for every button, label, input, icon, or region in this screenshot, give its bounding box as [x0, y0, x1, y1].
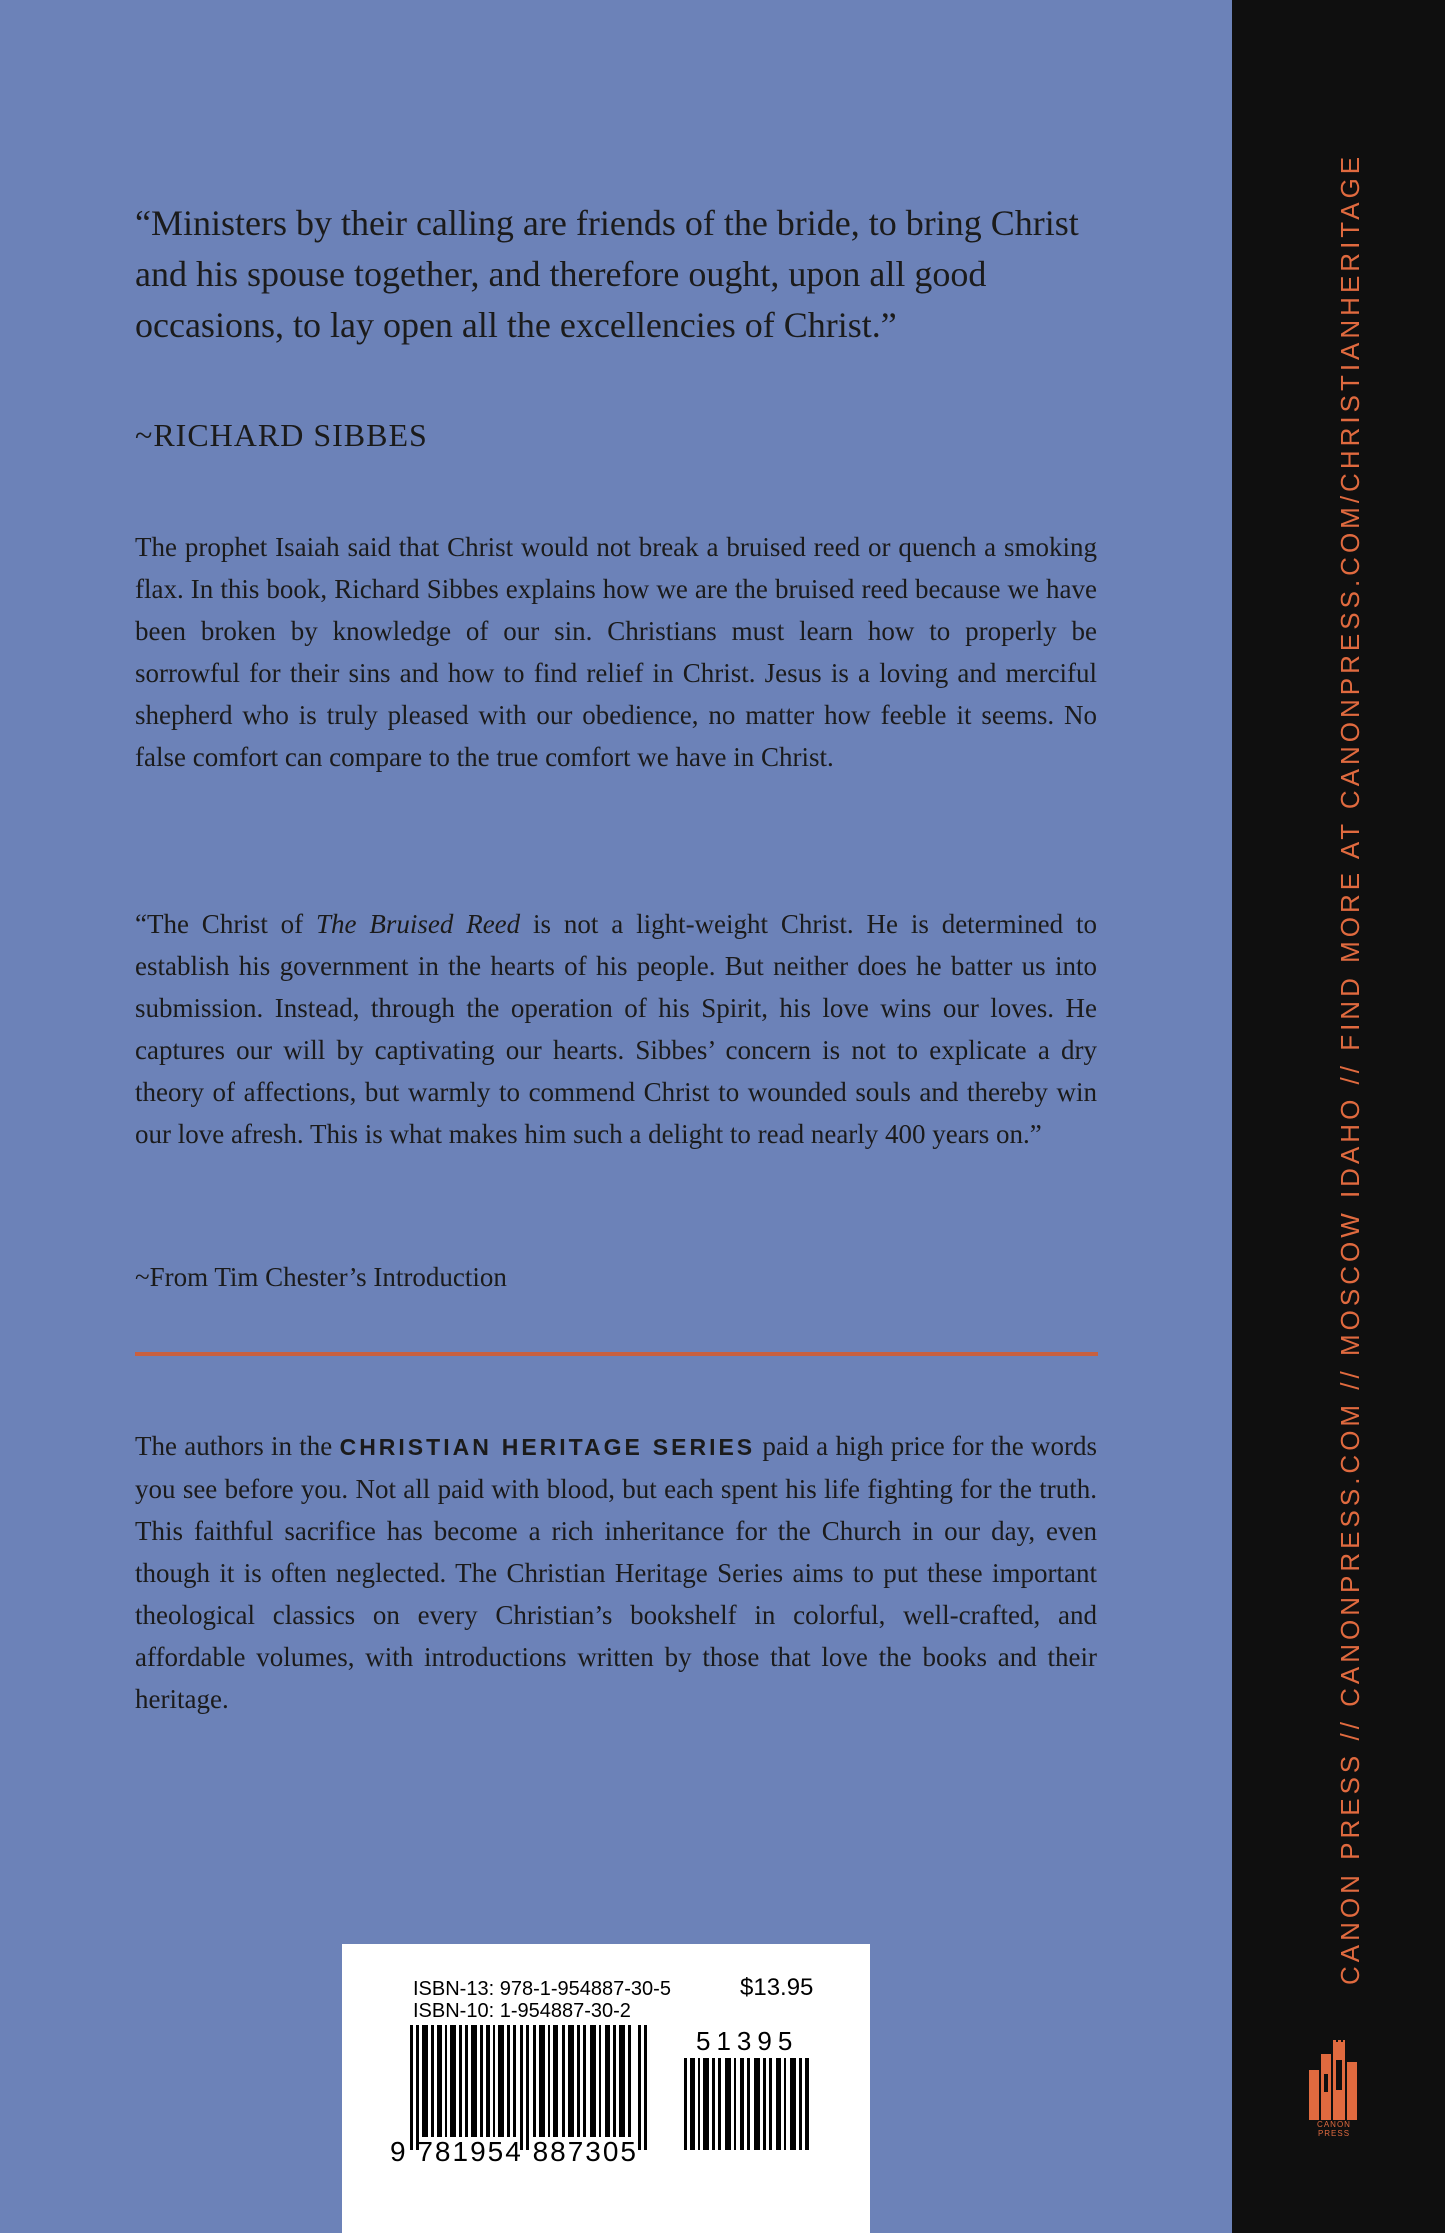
- price-barcode: [684, 2058, 812, 2150]
- isbn13-label: ISBN-13: 978-1-954887-30-5: [413, 1978, 671, 2000]
- logo-caption: CANON PRESS: [1317, 2120, 1351, 2138]
- intro-quote-start: “The Christ of: [135, 909, 317, 939]
- series-name: CHRISTIAN HERITAGE SERIES: [339, 1434, 756, 1460]
- canon-press-logo-icon: [1305, 2040, 1361, 2120]
- spine-text: CANON PRESS // CANONPRESS.COM // MOSCOW IDAHO // FIND MORE AT CANONPRESS.COM/CHRISTIANHERITAGE: [1335, 152, 1365, 1985]
- description-paragraph: The prophet Isaiah said that Christ would not break a bruised reed or quench a smoking flax. In this book, Richard Sibbes explains how we are the bruised reed because we have been broken by knowledge of our sin. Christians must learn how to properly be sorrowful for their sins and how to find relief in Christ. Jesus is a loving and merciful shepherd who is truly pleased with our obedience, no matter how feeble it seems. No false comfort can compare to the true comfort we have in Christ.: [135, 532, 1097, 772]
- quote-attribution: ~RICHARD SIBBES: [135, 417, 428, 453]
- pull-quote: “Ministers by their calling are friends of the bride, to bring Christ and his spouse together, and therefore ought, upon all good occasions, to lay open all the excellencies of Christ.”: [135, 203, 1079, 345]
- addon-digits: 51395: [696, 2026, 799, 2056]
- series-paragraph: [135, 1425, 1097, 1720]
- series-text-start: The authors in the: [135, 1431, 340, 1461]
- intro-quote-source: ~From Tim Chester’s Introduction: [135, 1262, 507, 1292]
- intro-quote-paragraph: [135, 903, 1097, 1155]
- isbn-barcode: [410, 2025, 655, 2150]
- isbn10-label: ISBN-10: 1-954887-30-2: [413, 2000, 631, 2022]
- series-text-end: paid a high price for the words you see before you. Not all paid with blood, but each spent his life fighting for the truth. This faithful sacrifice has become a rich inheritance for the Church in our day, even though it is often neglected. The Christian Heritage Series aims to put these important theological classics on every Christian’s bookshelf in colorful, well-crafted, and affordable volumes, with introductions written by those that love the books and their heritage.: [135, 1431, 1097, 1714]
- intro-quote-end: is not a light-weight Christ. He is determined to establish his government in the hearts of his people. But neither does he batter us into submission. Instead, through the operation of his Spirit, his love wins our loves. He captures our will by captivating our hearts. Sibbes’ concern is not to explicate a dry theory of affections, but warmly to commend Christ to wounded souls and thereby win our love afresh. This is what makes him such a delight to read nearly 400 years on.”: [135, 909, 1097, 1149]
- section-divider: [135, 1352, 1098, 1356]
- barcode-digits: 9 781954 887305: [390, 2136, 638, 2167]
- price-label: $13.95: [740, 1974, 814, 2001]
- book-title: The Bruised Reed: [316, 909, 521, 939]
